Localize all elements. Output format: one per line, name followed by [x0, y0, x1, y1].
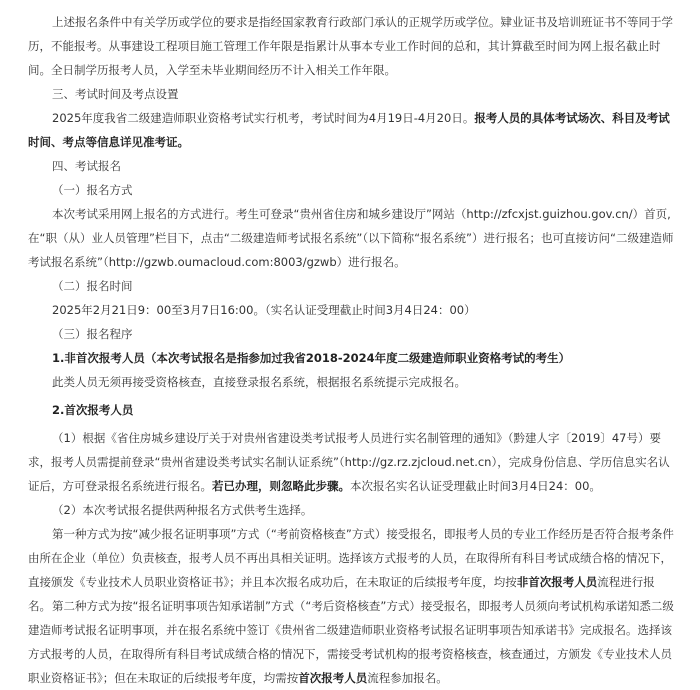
paragraph-two-methods: （2）本次考试报名提供两种报名方式供考生选择。 — [52, 503, 313, 517]
exam-time-text: 2025年度我省二级建造师职业资格考试实行机考，考试时间为4月19日-4月20日。 — [52, 111, 475, 125]
subsection-heading-registration-method: （一）报名方式 — [52, 183, 133, 197]
paragraph-returning-candidates: 此类人员无须再接受资格核查，直接登录报名系统，根据报名系统提示完成报名。 — [52, 375, 466, 389]
method-one-bold: 非首次报考人员 — [516, 575, 598, 589]
exam-time-bold-note: 报考人员的具体考试场次、科目及考试时间、考点等信息详见准考证。 — [28, 111, 670, 149]
method-two-bold: 首次报考人员 — [298, 671, 368, 685]
section-heading-exam-time: 三、考试时间及考点设置 — [52, 87, 179, 101]
method-one-tail: 流程进行报名。 — [28, 575, 655, 613]
paragraph-exam-time — [28, 106, 674, 154]
method-two-tail: 流程参加报名。 — [367, 671, 448, 685]
heading-returning-candidates: 1.非首次报考人员（本次考试报名是指参加过我省2018-2024年度二级建造师职业资格考试的考生） — [52, 351, 571, 365]
paragraph-method-two — [28, 594, 674, 690]
method-one-text: 第一种方式为按“减少报名证明事项”方式（“考前资格核查”方式）接受报名，即报考人员的专业工作经历是否符合报考条件由所在企业（单位）负责核查，报考人员不再出具相关证明。选择该方式报考的人员，在取得所有科目考试成绩合格的情况下，直接颁发《专业技术人员职业资格证书》；并且本次报名成功后，在未取证的后续报考年度，均按 — [28, 527, 674, 589]
heading-first-time-candidates: 2.首次报考人员 — [52, 403, 134, 417]
method-two-text: 第二种方式为按“报名证明事项告知承诺制”方式（“考后资格核查”方式）接受报名，即报考人员须向考试机构承诺知悉二级建造师考试报名证明事项，并在报名系统中签订《贵州省二级建造师职业资格考试报名证明事项告知承诺书》完成报名。选择该方式报考的人员，在取得所有科目考试成绩合格的情况下，需接受考试机构的报考资格核查，核查通过，方颁发《专业技术人员职业资格证书》；但在未取证的后续报考年度，均需按 — [28, 599, 674, 685]
real-name-auth-text: （1）根据《省住房城乡建设厅关于对贵州省建设类考试报考人员进行实名制管理的通知》（黔建人字〔2019〕47号）要求，报考人员需提前登录“贵州省建设类考试实名制认证系统”（http://gz.rz.zjcloud.net.cn），完成身份信息、学历信息实名认证后，方可登录报名系统进行报名。 — [28, 431, 670, 493]
subsection-heading-registration-procedure: （三）报名程序 — [52, 327, 133, 341]
section-heading-registration: 四、考试报名 — [52, 159, 121, 173]
paragraph-real-name-auth — [28, 426, 674, 498]
real-name-auth-skip-note: 若已办理，则忽略此步骤。 — [212, 479, 350, 493]
paragraph-registration-time: 2025年2月21日9：00至3月7日16:00。（实名认证受理截止时间3月4日24：00） — [52, 303, 476, 317]
paragraph-registration-method: 本次考试采用网上报名的方式进行。考生可登录“贵州省住房和城乡建设厅”网站（http://zfcxjst.guizhou.gov.cn/）首页,在“职（从）业人员管理”栏目下，点击“二级建造师考试报名系统”（以下简称“报名系统”）进行报名；也可直接访问“二级建造师考试报名系统”（http://gzwb.oumacloud.com:8003/gzwb）进行报名。 — [28, 207, 674, 269]
paragraph-qualification-notes: 上述报名条件中有关学历或学位的要求是指经国家教育行政部门承认的正规学历或学位。肄业证书及培训班证书不等同于学历，不能报考。从事建设工程项目施工管理工作年限是指累计从事本专业工作时间的总和，其计算截至时间为网上报名截止时间。全日制学历报考人员，入学至未毕业期间经历不计入相关工作年限。 — [28, 15, 673, 77]
real-name-auth-deadline: 本次报名实名认证受理截止时间3月4日24：00。 — [350, 479, 601, 493]
subsection-heading-registration-time: （二）报名时间 — [52, 279, 133, 293]
